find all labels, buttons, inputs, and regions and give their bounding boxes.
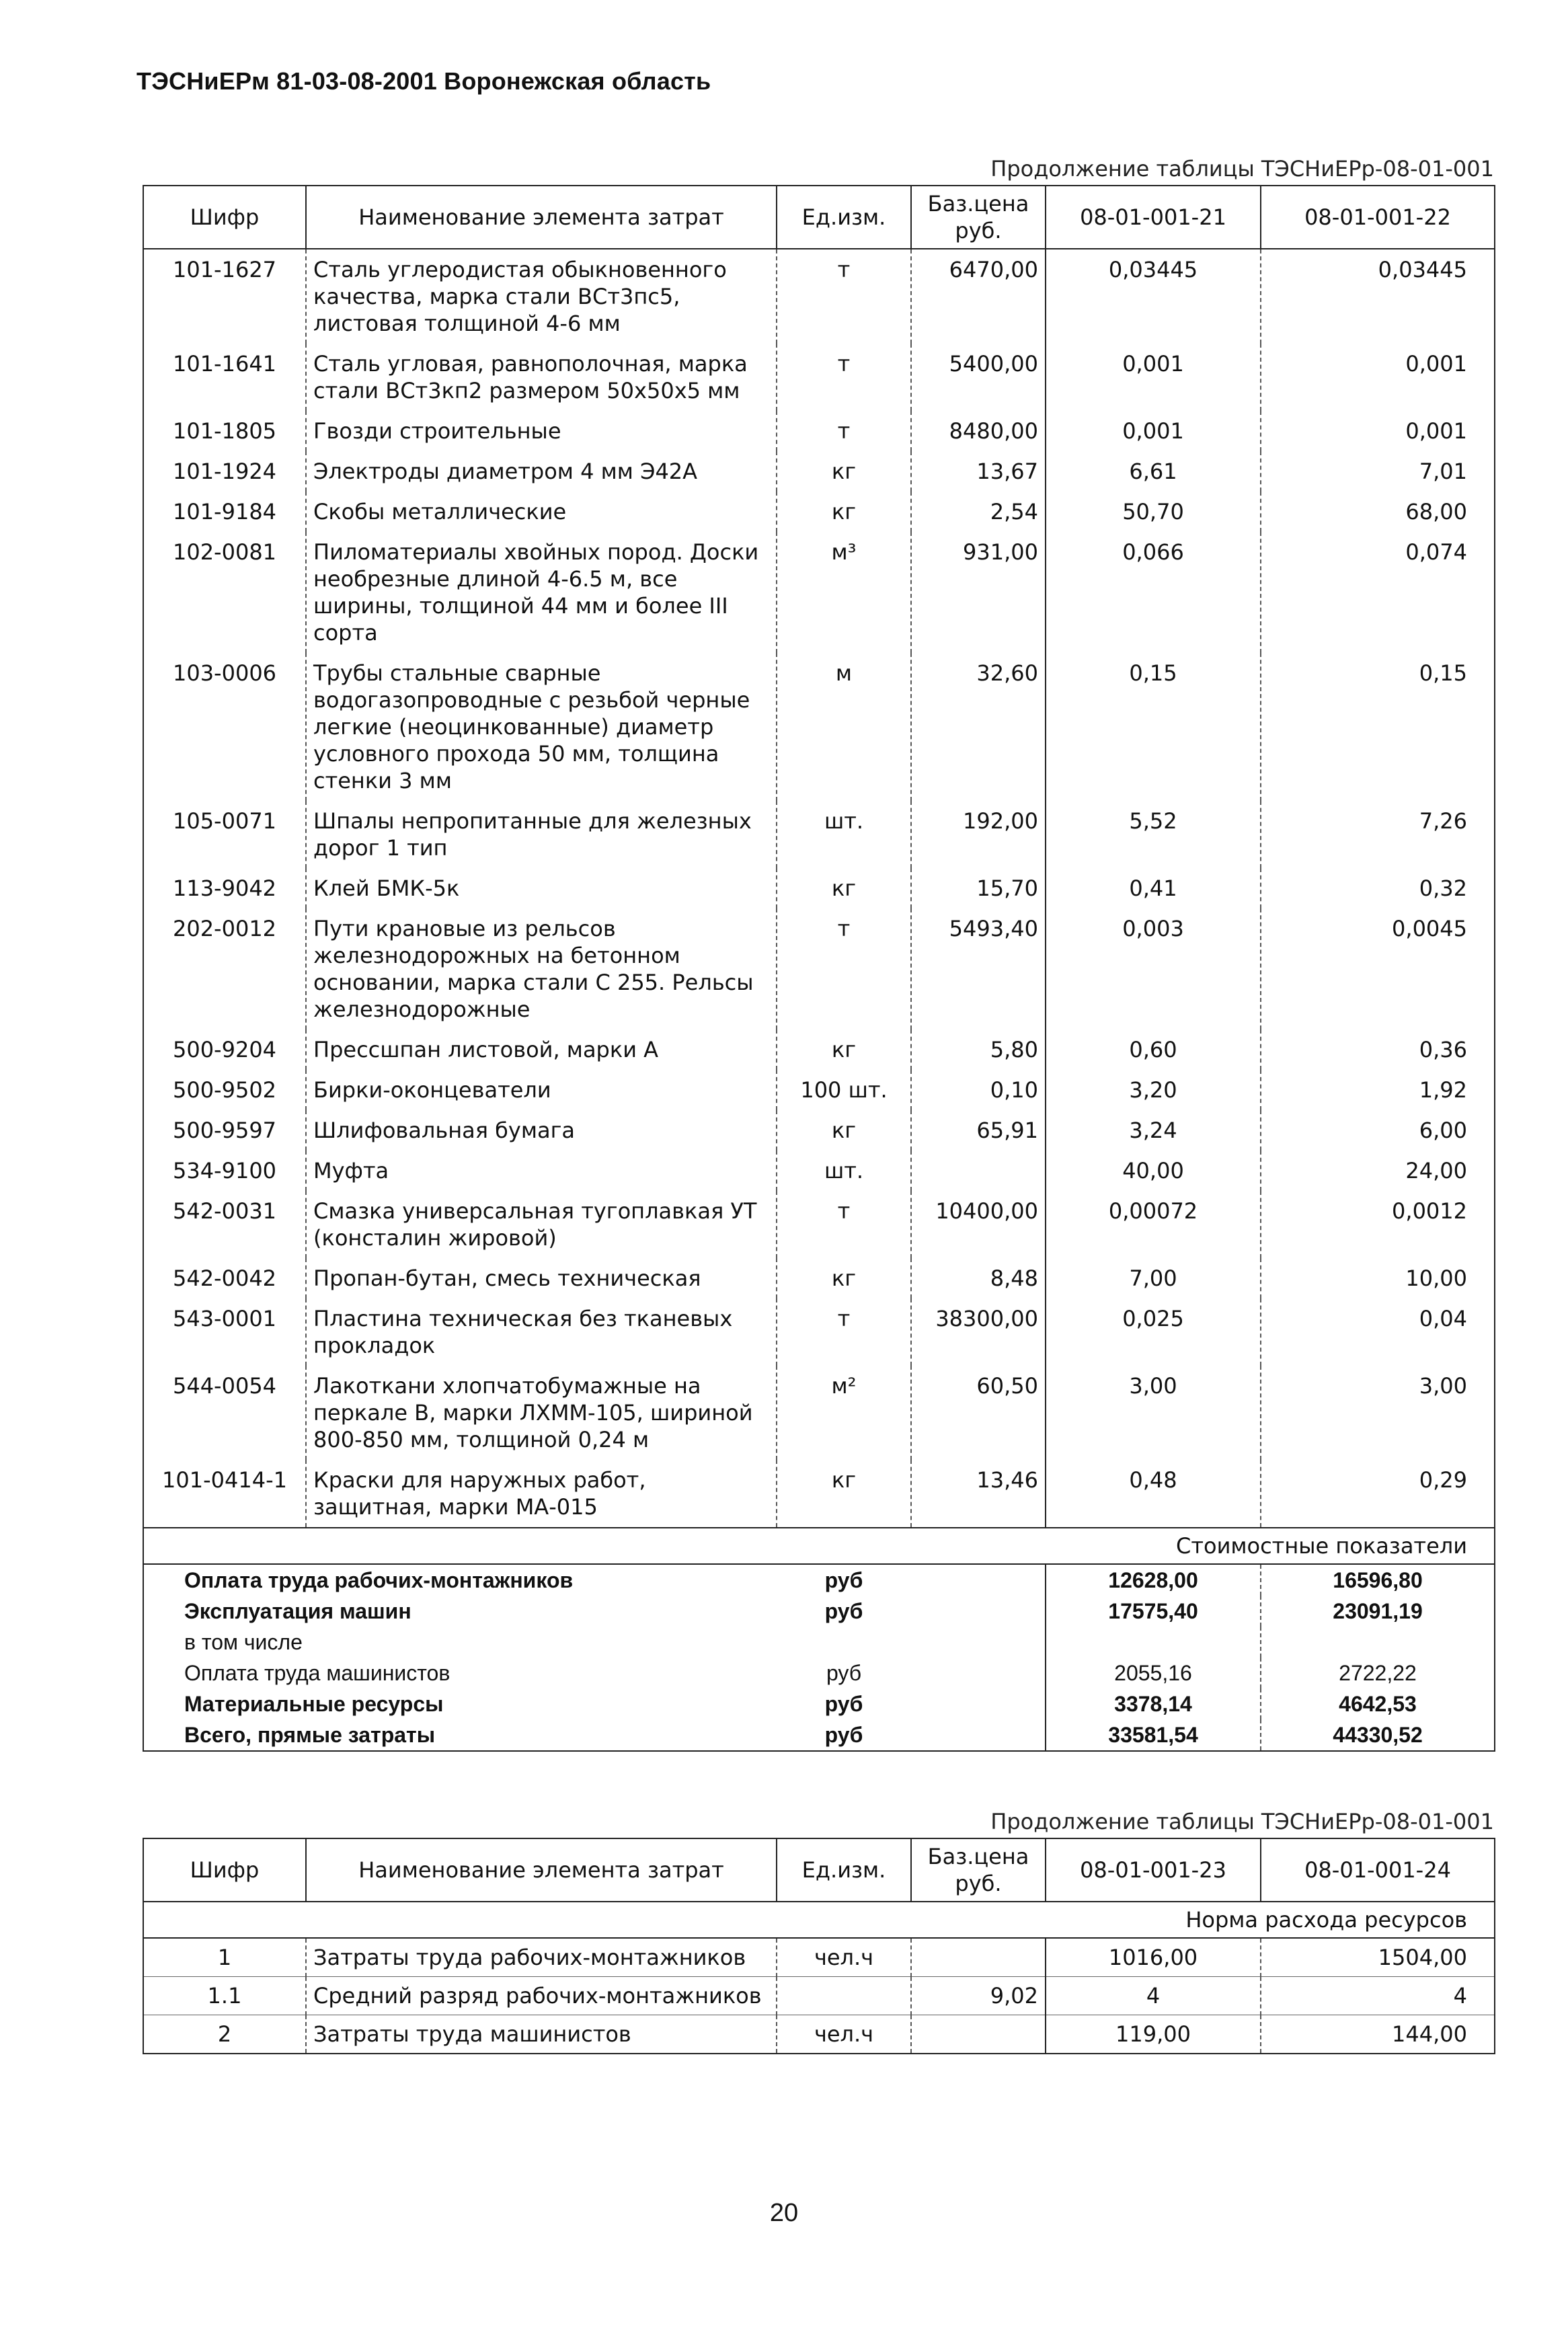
resource-unit: чел.ч bbox=[777, 1938, 911, 1977]
resource-unit: т bbox=[777, 411, 911, 451]
norm-value-21: 5,52 bbox=[1046, 801, 1261, 868]
cost-unit: руб bbox=[826, 1661, 862, 1685]
cost-value-22: 16596,80 bbox=[1261, 1564, 1495, 1596]
norm-value-23: 119,00 bbox=[1046, 2015, 1261, 2054]
resource-name: Клей БМК-5к bbox=[306, 868, 777, 908]
resource-price: 5493,40 bbox=[911, 908, 1046, 1029]
norm-value-22: 0,04 bbox=[1261, 1298, 1495, 1366]
resource-code: 1 bbox=[143, 1938, 306, 1977]
resource-price: 192,00 bbox=[911, 801, 1046, 868]
resource-unit: м² bbox=[777, 1366, 911, 1460]
table-row bbox=[143, 1366, 1495, 1460]
resource-code: 544-0054 bbox=[143, 1366, 306, 1460]
resource-name: Пути крановые из рельсов железнодорожных на бетонном основании, марка стали С 255. Рельсы железнодорожные bbox=[306, 908, 777, 1029]
resource-price: 38300,00 bbox=[911, 1298, 1046, 1366]
table-row bbox=[143, 411, 1495, 451]
resource-code: 101-1641 bbox=[143, 344, 306, 411]
table-row bbox=[143, 908, 1495, 1029]
table-row bbox=[143, 1938, 1495, 1977]
cost-row bbox=[143, 1688, 1495, 1719]
table-row bbox=[143, 1029, 1495, 1070]
table-row bbox=[143, 801, 1495, 868]
table-row bbox=[143, 1151, 1495, 1191]
cost-value-21: 33581,54 bbox=[1046, 1719, 1261, 1751]
resource-unit: кг bbox=[777, 492, 911, 532]
table1-costs bbox=[143, 1528, 1495, 1751]
resource-code: 105-0071 bbox=[143, 801, 306, 868]
table-row bbox=[143, 2015, 1495, 2054]
norm-value-21: 0,41 bbox=[1046, 868, 1261, 908]
cost-spacer bbox=[911, 1688, 1046, 1719]
norm-value-22: 0,0012 bbox=[1261, 1191, 1495, 1258]
resource-name: Затраты труда машинистов bbox=[306, 2015, 777, 2054]
resource-name: Электроды диаметром 4 мм Э42А bbox=[306, 451, 777, 492]
norm-value-22: 0,001 bbox=[1261, 344, 1495, 411]
column-header-norm-23: 08-01-001-23 bbox=[1046, 1838, 1261, 1902]
cost-value-21: 17575,40 bbox=[1046, 1596, 1261, 1627]
resource-price bbox=[911, 2015, 1046, 2054]
resource-name: Смазка универсальная тугоплавкая УТ (консталин жировой) bbox=[306, 1191, 777, 1258]
cost-value-22: 44330,52 bbox=[1261, 1719, 1495, 1751]
cost-unit: руб bbox=[824, 1599, 863, 1623]
norm-value-22: 3,00 bbox=[1261, 1366, 1495, 1460]
resource-price: 13,46 bbox=[911, 1460, 1046, 1528]
resource-name: Средний разряд рабочих-монтажников bbox=[306, 1977, 777, 2015]
cost-row bbox=[143, 1564, 1495, 1596]
resource-code: 101-1805 bbox=[143, 411, 306, 451]
resource-unit: м bbox=[777, 653, 911, 801]
norm-value-21: 40,00 bbox=[1046, 1151, 1261, 1191]
cost-label: Оплата труда рабочих-монтажников bbox=[143, 1564, 777, 1596]
table-row bbox=[143, 249, 1495, 344]
resource-code: 101-1627 bbox=[143, 249, 306, 344]
norm-value-21: 0,066 bbox=[1046, 532, 1261, 653]
norm-value-22: 0,15 bbox=[1261, 653, 1495, 801]
cost-label: Материальные ресурсы bbox=[143, 1688, 777, 1719]
resource-price: 65,91 bbox=[911, 1110, 1046, 1151]
section-label-norm: Норма расхода ресурсов bbox=[1046, 1902, 1495, 1938]
table-row bbox=[143, 653, 1495, 801]
resource-price: 5400,00 bbox=[911, 344, 1046, 411]
resource-name: Сталь угловая, равнополочная, марка стали ВСт3кп2 размером 50х50х5 мм bbox=[306, 344, 777, 411]
resource-code: 101-1924 bbox=[143, 451, 306, 492]
norm-value-21: 6,61 bbox=[1046, 451, 1261, 492]
norm-value-21: 0,001 bbox=[1046, 344, 1261, 411]
resource-name: Затраты труда рабочих-монтажников bbox=[306, 1938, 777, 1977]
cost-value-22: 4642,53 bbox=[1261, 1688, 1495, 1719]
resource-code: 534-9100 bbox=[143, 1151, 306, 1191]
resource-unit: чел.ч bbox=[777, 2015, 911, 2054]
cost-spacer bbox=[911, 1564, 1046, 1596]
resource-code: 542-0042 bbox=[143, 1258, 306, 1298]
cost-label: Оплата труда машинистов bbox=[143, 1658, 777, 1688]
norm-value-21: 50,70 bbox=[1046, 492, 1261, 532]
column-header-unit: Ед.изм. bbox=[777, 186, 911, 249]
norm-value-21: 0,15 bbox=[1046, 653, 1261, 801]
column-header-norm-21: 08-01-001-21 bbox=[1046, 186, 1261, 249]
norm-value-22: 0,001 bbox=[1261, 411, 1495, 451]
resource-name: Пропан-бутан, смесь техническая bbox=[306, 1258, 777, 1298]
table2-header-row bbox=[143, 1838, 1495, 1902]
cost-row bbox=[143, 1719, 1495, 1751]
resource-price: 15,70 bbox=[911, 868, 1046, 908]
cost-value-22 bbox=[1261, 1627, 1495, 1658]
resource-price bbox=[911, 1938, 1046, 1977]
resource-name: Шпалы непропитанные для железных дорог 1 тип bbox=[306, 801, 777, 868]
resource-price: 6470,00 bbox=[911, 249, 1046, 344]
cost-value-22: 2722,22 bbox=[1261, 1658, 1495, 1688]
column-header-name: Наименование элемента затрат bbox=[306, 1838, 777, 1902]
norm-value-21: 0,48 bbox=[1046, 1460, 1261, 1528]
cost-row bbox=[143, 1596, 1495, 1627]
cost-spacer bbox=[911, 1627, 1046, 1658]
norm-value-21: 0,03445 bbox=[1046, 249, 1261, 344]
resource-code: 202-0012 bbox=[143, 908, 306, 1029]
resource-price: 9,02 bbox=[911, 1977, 1046, 2015]
cost-label: Эксплуатация машин bbox=[143, 1596, 777, 1627]
resource-code: 500-9204 bbox=[143, 1029, 306, 1070]
cost-spacer bbox=[911, 1596, 1046, 1627]
norm-value-21: 0,00072 bbox=[1046, 1191, 1261, 1258]
cost-value-21 bbox=[1046, 1627, 1261, 1658]
resource-code: 542-0031 bbox=[143, 1191, 306, 1258]
column-header-unit: Ед.изм. bbox=[777, 1838, 911, 1902]
cost-unit: руб bbox=[824, 1568, 863, 1592]
norm-value-22: 0,03445 bbox=[1261, 249, 1495, 344]
table-row bbox=[143, 492, 1495, 532]
resource-unit: кг bbox=[777, 1258, 911, 1298]
resource-unit: т bbox=[777, 1191, 911, 1258]
resource-unit: т bbox=[777, 344, 911, 411]
resource-unit: т bbox=[777, 908, 911, 1029]
resource-unit: кг bbox=[777, 1460, 911, 1528]
table-row bbox=[143, 532, 1495, 653]
table1-header-row bbox=[143, 186, 1495, 249]
resource-code: 2 bbox=[143, 2015, 306, 2054]
cost-label: Всего, прямые затраты bbox=[143, 1719, 777, 1751]
resource-unit: т bbox=[777, 1298, 911, 1366]
table-row bbox=[143, 1191, 1495, 1258]
cost-spacer bbox=[911, 1719, 1046, 1751]
norm-value-22: 6,00 bbox=[1261, 1110, 1495, 1151]
column-header-price: Баз.цена руб. bbox=[911, 186, 1046, 249]
resource-code: 101-0414-1 bbox=[143, 1460, 306, 1528]
cost-unit: руб bbox=[824, 1692, 863, 1716]
norm-value-22: 0,29 bbox=[1261, 1460, 1495, 1528]
table-row bbox=[143, 1977, 1495, 2015]
resource-unit: м³ bbox=[777, 532, 911, 653]
column-header-code: Шифр bbox=[143, 1838, 306, 1902]
resource-name: Бирки-оконцеватели bbox=[306, 1070, 777, 1110]
norm-value-22: 7,01 bbox=[1261, 451, 1495, 492]
norm-value-22: 7,26 bbox=[1261, 801, 1495, 868]
norm-value-21: 3,00 bbox=[1046, 1366, 1261, 1460]
cost-value-21: 3378,14 bbox=[1046, 1688, 1261, 1719]
resource-name: Муфта bbox=[306, 1151, 777, 1191]
table1-caption: Продолжение таблицы ТЭСНиЕРр-08-01-001 bbox=[990, 156, 1494, 182]
norm-value-21: 3,24 bbox=[1046, 1110, 1261, 1151]
table-row bbox=[143, 1460, 1495, 1528]
cost-value-21: 12628,00 bbox=[1046, 1564, 1261, 1596]
resource-price bbox=[911, 1151, 1046, 1191]
resource-code: 113-9042 bbox=[143, 868, 306, 908]
resource-unit: шт. bbox=[777, 801, 911, 868]
column-header-norm-22: 08-01-001-22 bbox=[1261, 186, 1495, 249]
resource-unit: т bbox=[777, 249, 911, 344]
resource-name: Краски для наружных работ, защитная, марки МА-015 bbox=[306, 1460, 777, 1528]
resource-name: Скобы металлические bbox=[306, 492, 777, 532]
table-row bbox=[143, 1070, 1495, 1110]
cost-row bbox=[143, 1627, 1495, 1658]
cost-unit: руб bbox=[777, 1719, 911, 1751]
resource-name: Гвозди строительные bbox=[306, 411, 777, 451]
resource-unit bbox=[777, 1977, 911, 2015]
table-row bbox=[143, 451, 1495, 492]
resource-table-1 bbox=[143, 185, 1495, 1752]
table2-body bbox=[143, 1902, 1495, 2054]
resource-code: 543-0001 bbox=[143, 1298, 306, 1366]
resource-table-2 bbox=[143, 1838, 1495, 2054]
resource-unit: кг bbox=[777, 868, 911, 908]
norm-value-22: 0,0045 bbox=[1261, 908, 1495, 1029]
table-row bbox=[143, 1110, 1495, 1151]
norm-value-24: 144,00 bbox=[1261, 2015, 1495, 2054]
cost-value-22: 23091,19 bbox=[1261, 1596, 1495, 1627]
table2-caption: Продолжение таблицы ТЭСНиЕРр-08-01-001 bbox=[990, 1809, 1494, 1834]
resource-code: 1.1 bbox=[143, 1977, 306, 2015]
resource-unit: кг bbox=[777, 1029, 911, 1070]
norm-value-23: 4 bbox=[1046, 1977, 1261, 2015]
norm-value-21: 3,20 bbox=[1046, 1070, 1261, 1110]
norm-value-24: 4 bbox=[1261, 1977, 1495, 2015]
table-row bbox=[143, 868, 1495, 908]
resource-price: 8480,00 bbox=[911, 411, 1046, 451]
resource-price: 931,00 bbox=[911, 532, 1046, 653]
resource-price: 32,60 bbox=[911, 653, 1046, 801]
column-header-code: Шифр bbox=[143, 186, 306, 249]
resource-name: Пиломатериалы хвойных пород. Доски необрезные длиной 4-6.5 м, все ширины, толщиной 44 мм и более III сорта bbox=[306, 532, 777, 653]
norm-value-23: 1016,00 bbox=[1046, 1938, 1261, 1977]
norm-value-22: 1,92 bbox=[1261, 1070, 1495, 1110]
resource-name: Сталь углеродистая обыкновенного качества, марка стали ВСт3пс5, листовая толщиной 4-6 мм bbox=[306, 249, 777, 344]
table2-section-row bbox=[143, 1902, 1495, 1938]
resource-name: Лакоткани хлопчатобумажные на перкале В, марки ЛХММ-105, шириной 800-850 мм, толщиной 0,24 м bbox=[306, 1366, 777, 1460]
resource-price: 2,54 bbox=[911, 492, 1046, 532]
table1-section-row bbox=[143, 1528, 1495, 1564]
resource-unit: 100 шт. bbox=[777, 1070, 911, 1110]
norm-value-21: 7,00 bbox=[1046, 1258, 1261, 1298]
resource-price: 0,10 bbox=[911, 1070, 1046, 1110]
resource-name: Пластина техническая без тканевых прокладок bbox=[306, 1298, 777, 1366]
resource-price: 5,80 bbox=[911, 1029, 1046, 1070]
resource-price: 8,48 bbox=[911, 1258, 1046, 1298]
norm-value-22: 0,36 bbox=[1261, 1029, 1495, 1070]
cost-spacer bbox=[911, 1658, 1046, 1688]
resource-name: Прессшпан листовой, марки А bbox=[306, 1029, 777, 1070]
table1-body bbox=[143, 249, 1495, 1528]
table-row bbox=[143, 1258, 1495, 1298]
resource-code: 102-0081 bbox=[143, 532, 306, 653]
cost-unit bbox=[777, 1627, 911, 1658]
resource-name: Трубы стальные сварные водогазопроводные с резьбой черные легкие (неоцинкованные) диаметр условного прохода 50 мм, толщина стенки 3 мм bbox=[306, 653, 777, 801]
page-number: 20 bbox=[769, 2199, 799, 2227]
resource-price: 10400,00 bbox=[911, 1191, 1046, 1258]
norm-value-22: 0,32 bbox=[1261, 868, 1495, 908]
norm-value-22: 24,00 bbox=[1261, 1151, 1495, 1191]
resource-unit: кг bbox=[777, 451, 911, 492]
norm-value-22: 10,00 bbox=[1261, 1258, 1495, 1298]
resource-code: 101-9184 bbox=[143, 492, 306, 532]
cost-row bbox=[143, 1658, 1495, 1688]
resource-name: Шлифовальная бумага bbox=[306, 1110, 777, 1151]
norm-value-24: 1504,00 bbox=[1261, 1938, 1495, 1977]
resource-unit: кг bbox=[777, 1110, 911, 1151]
section-label-cost: Стоимостные показатели bbox=[1046, 1528, 1495, 1564]
table-row bbox=[143, 344, 1495, 411]
resource-code: 500-9597 bbox=[143, 1110, 306, 1151]
cost-label: в том числе bbox=[143, 1627, 777, 1658]
document-header: ТЭСНиЕРм 81-03-08-2001 Воронежская область bbox=[136, 67, 711, 95]
norm-value-21: 0,60 bbox=[1046, 1029, 1261, 1070]
norm-value-22: 68,00 bbox=[1261, 492, 1495, 532]
resource-unit: шт. bbox=[777, 1151, 911, 1191]
norm-value-21: 0,025 bbox=[1046, 1298, 1261, 1366]
norm-value-21: 0,001 bbox=[1046, 411, 1261, 451]
resource-code: 500-9502 bbox=[143, 1070, 306, 1110]
column-header-name: Наименование элемента затрат bbox=[306, 186, 777, 249]
table-row bbox=[143, 1298, 1495, 1366]
resource-price: 60,50 bbox=[911, 1366, 1046, 1460]
column-header-norm-24: 08-01-001-24 bbox=[1261, 1838, 1495, 1902]
cost-value-21: 2055,16 bbox=[1046, 1658, 1261, 1688]
column-header-price: Баз.цена руб. bbox=[911, 1838, 1046, 1902]
norm-value-21: 0,003 bbox=[1046, 908, 1261, 1029]
norm-value-22: 0,074 bbox=[1261, 532, 1495, 653]
resource-code: 103-0006 bbox=[143, 653, 306, 801]
resource-price: 13,67 bbox=[911, 451, 1046, 492]
